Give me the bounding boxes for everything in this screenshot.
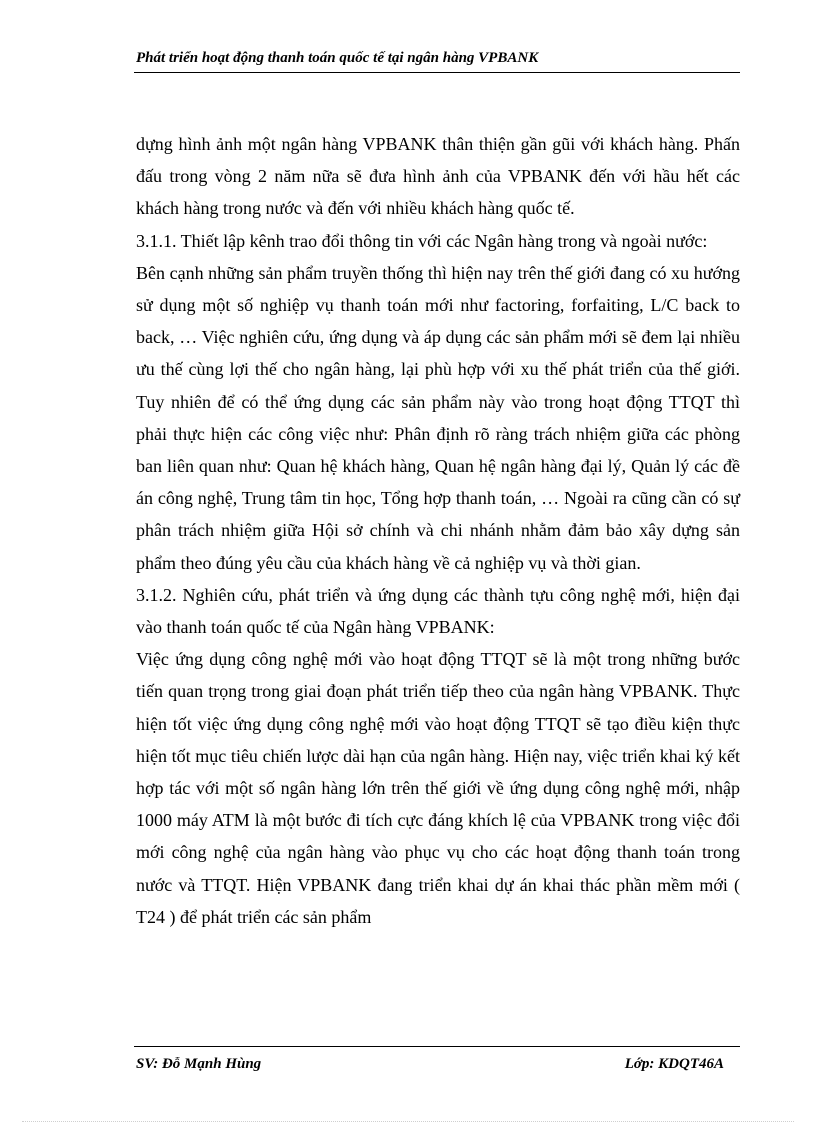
section-heading-3-1-1: 3.1.1. Thiết lập kênh trao đổi thông tin với các Ngân hàng trong và ngoài nước: [136,230,708,251]
section-heading-3-1-2: 3.1.2. Nghiên cứu, phát triển và ứng dụng các thành tựu công nghệ mới, hiện đại vào thanh toán quốc tế của Ngân hàng VPBANK: [136,584,740,638]
footer-class-code: Lớp: KDQT46A [624,1056,724,1072]
page-body [136,128,740,933]
page-header-title: Phát triển hoạt động thanh toán quốc tế tại ngân hàng VPBANK [136,50,539,66]
footer-divider [134,1046,740,1047]
page-bottom-edge [22,1121,794,1122]
header-divider [134,72,740,73]
body-paragraph: dựng hình ảnh một ngân hàng VPBANK thân thiện gần gũi với khách hàng. Phấn đấu trong vòng 2 năm nữa sẽ đưa hình ảnh của VPBANK đến với hầu hết các khách hàng trong nước và đến với nhiều khách hàng quốc tế. [136,134,740,219]
body-paragraph: Việc ứng dụng công nghệ mới vào hoạt động TTQT sẽ là một trong những bước tiến quan trọng trong giai đoạn phát triển tiếp theo của ngân hàng VPBANK. Thực hiện tốt việc ứng dụng công nghệ mới vào hoạt động TTQT sẽ tạo điều kiện thực hiện tốt mục tiêu chiến lược dài hạn của ngân hàng. Hiện nay, việc triển khai ký kết hợp tác với một số ngân hàng lớn trên thế giới về ứng dụng công nghệ mới, nhập 1000 máy ATM là một bước đi tích cực đáng khích lệ của VPBANK trong việc đổi mới công nghệ của ngân hàng vào phục vụ cho các hoạt động thanh toán trong nước và TTQT. Hiện VPBANK đang triển khai dự án khai thác phần mềm mới ( T24 ) để phát triển các sản phẩm [136,649,740,927]
body-paragraph: Bên cạnh những sản phẩm truyền thống thì hiện nay trên thế giới đang có xu hướng sử dụng một số nghiệp vụ thanh toán mới như factoring, forfaiting, L/C back to back, … Việc nghiên cứu, ứng dụng và áp dụng các sản phẩm mới sẽ đem lại nhiều ưu thế cùng lợi thế cho ngân hàng, lại phù hợp với xu thế phát triển của thế giới. Tuy nhiên để có thể ứng dụng các sản phẩm này vào trong hoạt động TTQT thì phải thực hiện các công việc như: Phân định rõ ràng trách nhiệm giữa các phòng ban liên quan như: Quan hệ khách hàng, Quan hệ ngân hàng đại lý, Quản lý các đề án công nghệ, Trung tâm tin học, Tổng hợp thanh toán, … Ngoài ra cũng cần có sự phân trách nhiệm giữa Hội sở chính và chi nhánh nhằm đảm bảo xây dựng sản phẩm theo đúng yêu cầu của khách hàng về cả nghiệp vụ và thời gian. [136,262,740,573]
footer-student-name: SV: Đỗ Mạnh Hùng [136,1056,262,1072]
